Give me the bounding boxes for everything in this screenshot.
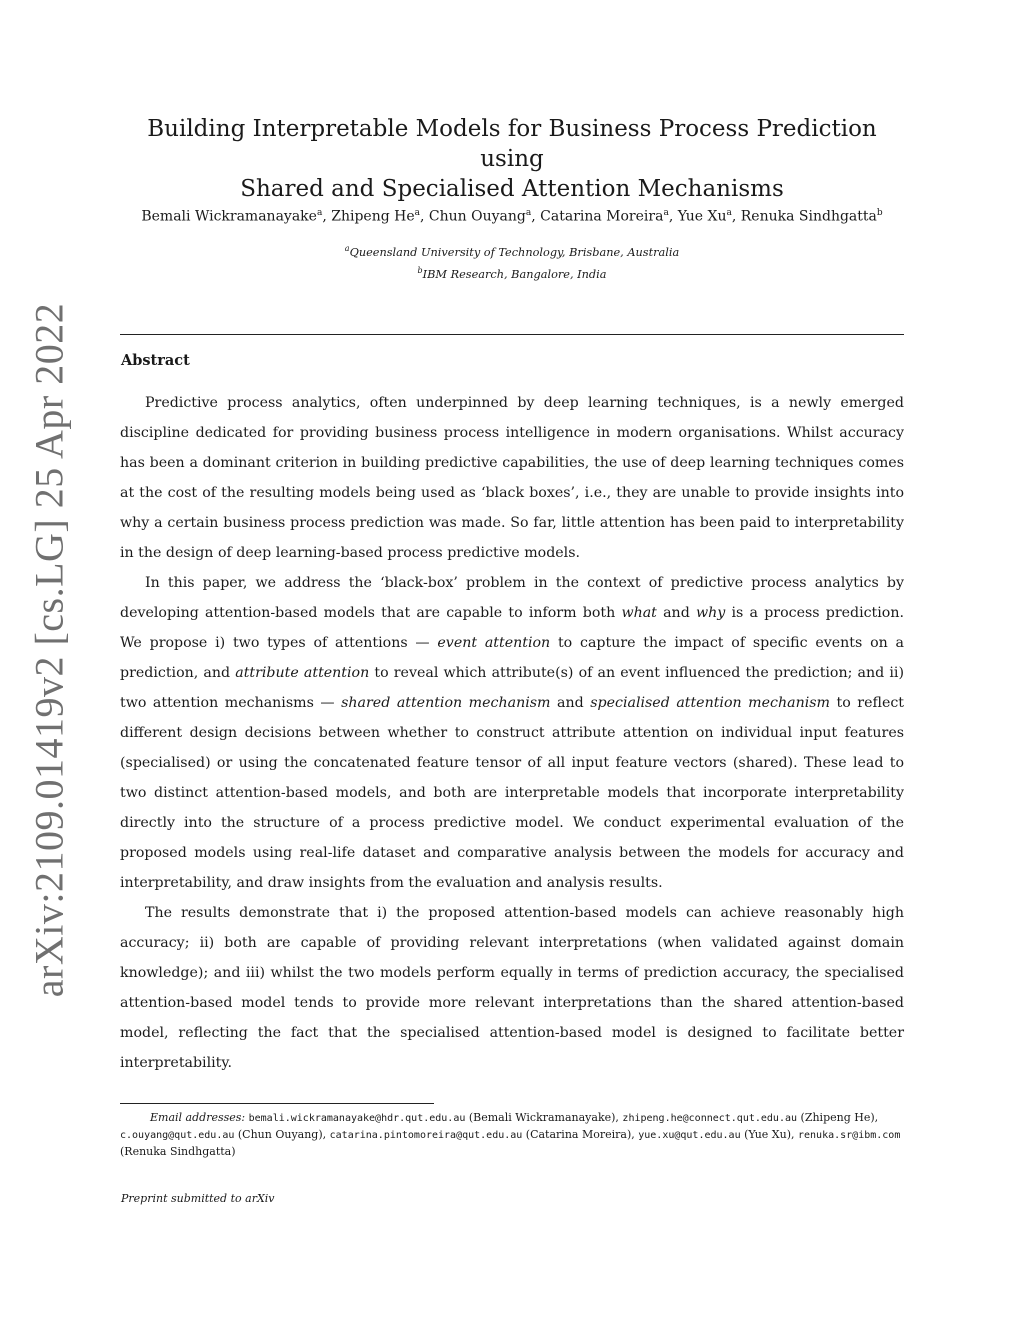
affiliation-marker: b: [876, 208, 883, 218]
abstract-paragraph-3: The results demonstrate that i) the proposed attention-based models can achieve reasonably high accuracy; ii) both are capable of providing relevant interpretations (when validated against domain knowledge); and iii) whilst the two models perform equally in terms of prediction accuracy, the specialised attention-based model tends to provide more relevant interpretations than the shared attention-based model, reflecting the fact that the specialised attention-based model is designed to facilitate better interpretability.: [120, 905, 904, 1071]
author-name: Yue Xu: [677, 208, 727, 225]
affiliations: [120, 240, 904, 284]
email-address[interactable]: yue.xu@qut.edu.au: [638, 1130, 741, 1141]
affiliation-marker: a: [663, 208, 669, 218]
email-address[interactable]: renuka.sr@ibm.com: [797, 1130, 901, 1141]
emphasized-term: event attention: [437, 635, 551, 651]
affiliation-marker: a: [525, 208, 532, 218]
email-owner: (Catarina Moreira),: [522, 1128, 635, 1141]
author-name: Zhipeng He: [331, 208, 415, 225]
emphasized-term: specialised attention mechanism: [590, 695, 830, 711]
author-name: Catarina Moreira: [540, 208, 664, 225]
emphasized-term: attribute attention: [235, 665, 370, 681]
affiliation-marker: b: [417, 265, 423, 275]
author-name: Renuka Sindhgatta: [740, 208, 877, 225]
affiliation-marker: a: [414, 208, 421, 218]
abstract-body: [120, 388, 904, 1078]
email-address[interactable]: bemali.wickramanayake@hdr.qut.edu.au: [248, 1113, 466, 1124]
emphasized-term: what: [621, 605, 657, 621]
abstract-paragraph-2: In this paper, we address the ‘black-box’ problem in the context of predictive process analytics by developing attention-based models that are capable to inform both what and why is a process prediction. We propose i) two types of attentions — event attention to capture the impact of specific events on a prediction, and attribute attention to reveal which attribute(s) of an event influenced the prediction; and ii) two attention mechanisms — shared attention mechanism and specialised attention mechanism to reflect different design decisions between whether to construct attribute attention on individual input features (specialised) or using the concatenated feature tensor of all input feature vectors (shared). These lead to two distinct attention-based models, and both are interpretable models that incorporate interpretability directly into the structure of a process predictive model. We conduct experimental evaluation of the proposed models using real-life dataset and comparative analysis between the models for accuracy and interpretability, and draw insights from the evaluation and analysis results.: [120, 575, 904, 891]
affiliation-line: [120, 240, 904, 262]
affiliation-text: IBM Research, Bangalore, India: [422, 267, 607, 281]
emphasized-term: shared attention mechanism: [341, 695, 551, 711]
affiliation-marker: a: [344, 244, 350, 253]
email-owner: (Renuka Sindhgatta): [120, 1145, 236, 1158]
email-footnote-label: Email addresses:: [150, 1111, 246, 1124]
affiliation-text: Queensland University of Technology, Brisbane, Australia: [349, 245, 680, 259]
email-owner: (Chun Ouyang),: [234, 1128, 327, 1141]
author-name: Bemali Wickramanayake: [141, 208, 317, 225]
email-owner: (Bemali Wickramanayake),: [465, 1111, 619, 1124]
footnote-rule: [120, 1103, 434, 1104]
emphasized-term: why: [696, 605, 726, 621]
abstract-top-rule: [120, 334, 904, 335]
abstract-paragraph-1: Predictive process analytics, often underpinned by deep learning techniques, is a newly emerged discipline dedicated for providing business process intelligence in modern organisations. Whilst accuracy has been a dominant criterion in building predictive capabilities, the use of deep learning techniques comes at the cost of the resulting models being used as ‘black boxes’, i.e., they are unable to provide insights into why a certain business process prediction was made. So far, little attention has been paid to interpretability in the design of deep learning-based process predictive models.: [120, 395, 904, 561]
email-owner: (Zhipeng He),: [797, 1111, 879, 1124]
author-list: Bemali Wickramanayake$^a$, Zhipeng He$^a$, Chun Ouyang$^a$, Catarina Moreira$^a$, Yue Xu$^a$, Renuka Sindhgatta$^b$: [141, 208, 883, 225]
preprint-note: Preprint submitted to arXiv: [121, 1192, 275, 1205]
author-name: Chun Ouyang: [428, 208, 526, 225]
title-line-1: Building Interpretable Models for Business Process Prediction using: [147, 116, 877, 172]
arxiv-identifier-stamp: arXiv:2109.01419v2 [cs.LG] 25 Apr 2022: [26, 302, 72, 998]
title-line-2: Shared and Specialised Attention Mechanisms: [240, 176, 784, 202]
affiliation-marker: a: [726, 208, 732, 218]
email-footnote: [120, 1110, 904, 1160]
paper-title: [120, 114, 904, 204]
affiliation-line: [120, 262, 904, 284]
email-address[interactable]: zhipeng.he@connect.qut.edu.au: [622, 1113, 798, 1124]
email-address[interactable]: c.ouyang@qut.edu.au: [120, 1130, 235, 1141]
abstract-heading: Abstract: [121, 352, 190, 369]
email-address[interactable]: catarina.pintomoreira@qut.edu.au: [329, 1130, 523, 1141]
affiliation-marker: a: [316, 208, 323, 218]
email-owner: (Yue Xu),: [740, 1128, 795, 1141]
